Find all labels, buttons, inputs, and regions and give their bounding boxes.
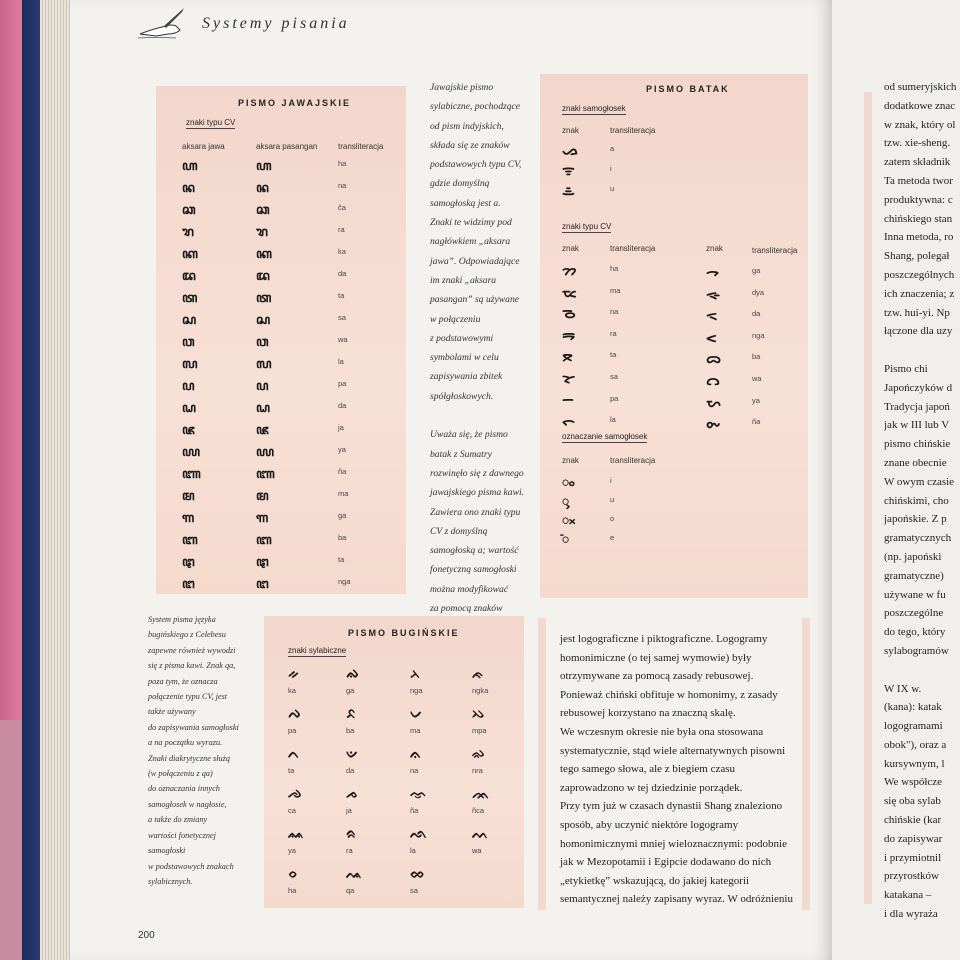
batak-panel [540,74,808,598]
batak-cv-translit: pa [610,393,619,403]
bugis-translit: ta [288,766,295,775]
batak-cv-glyph: ᯐ [706,286,721,303]
caption-line: składa się ze znaków [430,139,510,151]
javanese-glyph: ꦝ [182,401,196,416]
bugis-translit: la [410,846,416,855]
right-page-line: poszczególnych [884,268,955,281]
transliteration-cell: ña [338,467,347,476]
right-page-line: Pismo chi [884,362,928,375]
right-page-line: W owym czasie [884,475,955,488]
transliteration-cell: ta [338,555,345,564]
bugis-glyph: ᨒ [410,826,428,842]
caption-line: fonetyczną samogłoski [430,564,517,576]
caption-line: poza tym, że oznacza [148,676,218,686]
batak-cv-glyph: ᯡ [706,416,721,433]
caption-line: Uważa się, że pismo [430,429,508,441]
bugis-translit: ga [346,686,355,695]
caption-line: połączenie typu CV, jest [148,692,228,702]
javanese-glyph: ꦪ [182,445,200,460]
quill-hand-icon [136,4,188,42]
batak-cv-translit: ra [610,328,617,338]
bugis-glyph: ᨂ [410,666,421,682]
javanese-glyph: ꦛ [182,555,195,570]
right-page-line [884,341,960,360]
bugis-translit: da [346,766,355,775]
right-page-line: gramatyczne) [884,569,944,582]
batak-cv-header-sign-right: znak [706,244,723,253]
transliteration-cell: pa [338,379,347,388]
transliteration-cell: ta [338,291,345,300]
bugis-translit: ja [346,806,352,815]
bugis-glyph: ᨀ [288,666,300,682]
javanese-glyph: ꦔ [182,577,195,592]
pasangan-glyph: ꦤ [256,181,269,196]
caption-line: spółgłoskowych. [430,390,494,402]
right-page-line: chińskiego stan [884,212,953,225]
right-page-line: (kana): katak [884,701,942,714]
bugis-translit: qa [346,886,355,895]
pasangan-glyph: ꦠ [256,291,272,306]
bugis-glyph: ᨊ [410,746,422,762]
right-page-line: obok"), oraz a [884,738,947,751]
javanese-glyph: ꦕ [182,203,196,218]
caption-line: także używany [148,707,196,717]
javanese-glyph: ꦥ [182,379,195,394]
batak-cv-header-translit-right: transliteracja [752,246,798,255]
javanese-glyph: ꦤ [182,181,195,196]
right-page-line: kursywnym, l [884,757,945,770]
right-page-margin-bar [864,92,872,904]
batak-title: PISMO BATAK [646,84,730,94]
col-header-aksara-jawa: aksara jawa [182,142,225,151]
bugis-glyph: ᨎ [410,786,427,802]
batak-diac-translit: o [610,514,615,523]
transliteration-cell: ča [338,203,346,212]
caption-line: symbolami w celu [430,352,499,364]
javanese-glyph: ꦲ [182,159,198,174]
pasangan-glyph: ꦏ [256,247,272,262]
bugis-translit: ra [346,846,353,855]
batak-vowel-translit: a [610,144,615,153]
bugis-translit: ngka [472,686,489,695]
pasangan-glyph: ꦥ [256,379,269,394]
body-line: jak w Mezopotamii i Egipcie dodawano do nich [560,856,772,869]
batak-cv-glyph: ᯇ [562,392,574,409]
right-page-line: i przymiotnil [884,851,942,864]
batak-cv-translit: ma [610,285,621,295]
batak-cv-subtitle: znaki typu CV [562,222,612,231]
bugis-glyph: ᨑ [346,826,357,842]
right-page-line: pismo chińskie [884,438,951,451]
right-page-line: We współcze [884,776,943,789]
batak-cv-glyph: ᯔ [562,284,577,301]
caption-line: a także do zmiany [148,815,208,825]
caption-line: sylabiczne, pochodzące [430,101,521,113]
batak-vowel-translit: i [610,164,612,173]
batak-cv-glyph: ᯛ [706,394,721,411]
batak-cv-glyph: ᯎ [706,265,720,281]
bugis-title: PISMO BUGIŃSKIE [348,628,460,638]
right-page-line: Tradycja japoń [884,400,950,413]
javanese-glyph: ꦏ [182,247,198,262]
body-line: systematycznie, stąd wiele alternatywnych pisowni [560,744,786,757]
bugis-translit: wa [472,846,482,855]
bugis-glyph: ᨉ [346,746,359,762]
transliteration-cell: ra [338,225,345,234]
pasangan-glyph: ꦭ [256,357,272,372]
caption-line: pasangan” są używane [430,294,520,306]
javanese-glyph: ꦒ [182,511,195,526]
right-page-line: przyrostków [884,870,939,883]
margin-bar-left [538,618,546,910]
transliteration-cell: ma [338,489,349,498]
javanese-glyph: ꦱ [182,313,197,328]
javanese-title: PISMO JAWAJSKIE [238,98,352,108]
caption-line: samogłoski [148,846,186,856]
transliteration-cell: da [338,269,347,278]
right-page-line: znane obecnie [884,456,947,469]
batak-diac-glyph: ᯮ [562,494,570,508]
right-page-line: łączone dla uzy [884,325,953,338]
bugis-glyph: ᨄ [288,706,302,722]
body-line: semantycznej należy zapisany wyraz. W odróżnieniu [560,893,793,906]
transliteration-cell: da [338,401,347,410]
caption-line: samogłoską a; wartość [430,545,519,557]
bugis-translit: nra [472,766,483,775]
batak-cv-translit: sa [610,372,618,381]
transliteration-cell: na [338,181,347,190]
page-edges [40,0,72,960]
batak-vowels-header-translit: transliteracja [610,126,656,135]
batak-cv-translit: wa [752,374,762,383]
caption-line: od pism indyjskich, [430,120,504,132]
javanese-glyph: ꦗ [182,423,195,438]
right-page-line: ich znaczenia; z [884,287,955,300]
batak-cv-translit: da [752,309,761,319]
pasangan-glyph: ꦪ [256,445,274,460]
bugis-translit: nga [410,686,423,695]
right-page-line: zatem składnik [884,156,951,169]
col-header-transliteracja: transliteracja [338,142,384,151]
right-page-line: Inna metoda, ro [884,231,954,244]
right-page-line: chińskimi, cho [884,494,949,507]
caption-line: się z pisma kawi. Znak qa, [148,661,236,671]
caption-line: do zapisywania samogłoski [148,722,239,732]
batak-cv-translit: ta [610,350,617,360]
body-line: zaprowadzono w tej dziedzinie porządek. [560,781,743,794]
right-page-line: od sumeryjskich [884,81,957,93]
caption-line: Jawajskie pismo [430,82,494,93]
pasangan-glyph: ꦒ [256,511,269,526]
bugis-glyph: ᨅ [346,706,357,722]
bugis-subtitle: znaki sylabiczne [288,646,347,655]
right-page-line: chińskie (kar [884,814,942,827]
bugis-glyph: ᨖ [410,866,426,882]
bugis-translit: ñca [472,806,485,815]
bugis-translit: ca [288,806,296,815]
right-page-line: katakana – [884,889,932,902]
right-page-line: poszczególne [884,607,944,620]
bugis-translit: mpa [472,726,487,735]
batak-cv-translit: ga [752,266,761,275]
bugis-glyph: ᨁ [346,666,360,682]
caption-line: Znaki diakrytyczne służą [148,753,231,763]
body-line: sposób, aby uczynić niektóre logogramy [560,818,739,831]
javanese-glyph: ꦢ [182,269,196,284]
right-page-line: W IX w. [884,682,922,695]
bugis-translit: ña [410,806,419,815]
caption-line: wartości fonetycznej [148,830,216,840]
transliteration-cell: wa [338,335,348,344]
batak-cv-glyph: ᯞ [562,414,576,431]
javanese-glyph: ꦧ [182,533,198,548]
pasangan-glyph: ꦚ [256,467,275,482]
transliteration-cell: sa [338,313,346,322]
caption-line: (w połączeniu z qa) [148,769,213,779]
caption-line: w podstawowych znakach [148,861,234,871]
pasangan-glyph: ꦧ [256,533,272,548]
javanese-subtitle: znaki typu CV [186,118,236,127]
pasangan-glyph: ꦢ [256,269,270,284]
pasangan-glyph: ꦱ [256,313,271,328]
caption-line: nagłówkiem „aksara [430,236,511,248]
transliteration-cell: nga [338,577,351,586]
batak-cv-header-translit-left: transliteracja [610,244,656,253]
caption-line: bugińskiego z Celebesu [148,630,226,640]
right-page-line [884,661,960,680]
caption-line: samogłosek w nagłosie, [148,799,227,809]
bugis-glyph: ᨋ [472,746,486,762]
caption-line: rozwinęło się z dawnego [430,467,524,479]
batak-diac-glyph: ᯪ [562,475,575,489]
body-text [560,630,810,909]
right-page-line: gramatycznych [884,532,952,545]
right-page-line: używane w fu [884,588,946,601]
caption-line: samogłoską jest a. [430,197,501,209]
bugis-glyph: ᨔ [288,866,298,882]
batak-cv-glyph: ᯅ [706,351,722,368]
caption-line: zapewne również wywodzi [148,645,236,655]
batak-cv-glyph: ᯖ [562,349,574,366]
bugis-glyph: ᨏ [472,786,490,802]
batak-diacritics-subtitle: oznaczanie samogłosek [562,432,648,441]
batak-cv-glyph: ᯋ [706,373,720,389]
javanese-glyph: ꦮ [182,335,195,350]
batak-cv-glyph: ᯒ [562,327,576,344]
pasangan-glyph: ꦔ [256,577,269,592]
batak-cv-translit: la [610,415,616,425]
batak-diac-translit: e [610,533,615,542]
caption-line: jawa”. Odpowiadające [430,255,520,267]
javanese-caption [430,78,540,638]
batak-cv-translit: ba [752,352,761,362]
batak-cv-translit: ya [752,395,760,405]
bugis-glyph: ᨐ [288,826,305,842]
bugis-translit: ka [288,686,296,695]
batak-cv-glyph: ᯉ [562,306,576,323]
transliteration-cell: ja [338,423,344,432]
bugis-translit: ma [410,726,421,735]
right-page-line: dodatkowe znac [884,99,956,112]
batak-cv-translit: ña [752,417,761,427]
right-page-line: Japończyków d [884,381,953,394]
pasangan-glyph: ꦗ [256,423,269,438]
javanese-panel [156,86,406,594]
right-page-line: produktywna: c [884,193,953,206]
batak-cv-glyph: ᯂ [562,263,577,279]
transliteration-cell: ya [338,445,346,454]
batak-cv-glyph: ᯑ [706,308,718,325]
bugis-translit: ya [288,846,296,855]
caption-line: można modyfikować [430,583,509,595]
transliteration-cell: ha [338,159,347,168]
bugis-translit: ba [346,726,355,735]
running-header: Systemy pisania [202,15,350,32]
body-line: „etykietkę” wskazującą, do jakiej kategorii [560,874,750,887]
batak-diac-glyph: ᯬ [562,513,576,527]
batak-diac-header-sign: znak [562,456,579,465]
batak-cv-translit: ha [610,264,619,273]
pasangan-glyph: ꦮ [256,335,269,350]
bugis-translit: pa [288,726,297,735]
body-line: homonimiczne (o tej samej wymowie) były [560,651,752,664]
right-page-text [884,78,960,924]
right-page-line: Shang, polegał [884,250,950,263]
page-number: 200 [138,930,155,941]
javanese-glyph: ꦭ [182,357,198,372]
batak-vowel-glyph: ᯤ [562,163,575,179]
caption-line: CV z domyślną [430,525,488,537]
batak-vowel-glyph: ᯥ [562,183,575,199]
caption-line: zapisywania zbitek [430,371,503,383]
bugis-translit: na [410,766,419,775]
batak-cv-glyph: ᯝ [706,329,717,346]
right-page-line: sylabogramów [884,644,949,657]
batak-cv-translit: na [610,307,619,317]
right-page-line: (np. japoński [884,550,942,563]
body-line: tego samego słowa, ale z biegiem czasu [560,763,736,776]
pasangan-glyph: ꦕ [256,203,270,218]
batak-vowel-glyph: ᯀ [562,143,578,159]
bugis-panel [264,616,524,908]
transliteration-cell: ka [338,247,346,256]
batak-diac-translit: i [610,476,612,485]
right-page-line: logogramami [884,720,943,733]
bugis-glyph: ᨇ [472,706,486,722]
right-page-line: Ta metoda twor [884,174,953,187]
body-line: Ponieważ chiński obfituje w homonimy, z zasady [560,688,778,701]
col-header-aksara-pasangan: aksara pasangan [256,142,318,151]
body-line: rebusowej korzystano na znaczną skalę. [560,707,736,720]
bugis-caption [148,612,266,889]
batak-diac-translit: u [610,495,615,504]
batak-vowels-header-sign: znak [562,126,579,135]
transliteration-cell: la [338,357,344,366]
batak-vowel-translit: u [610,184,615,193]
right-page-line: jak w III lub V [884,419,950,432]
caption-line: jawajskiego pisma kawi. [430,487,525,499]
body-line: We wczesnym okresie nie była ona stosowana [560,725,764,738]
bugis-translit: ha [288,886,297,895]
right-page-line: w znak, który ol [884,118,956,131]
right-page-line: do tego, który [884,626,946,639]
transliteration-cell: ba [338,533,347,542]
bugis-glyph: ᨆ [410,706,423,722]
javanese-glyph: ꦫ [182,225,194,240]
caption-line: gdzie domyślną [430,178,490,190]
caption-line: batak z Sumatry [430,448,492,460]
caption-line: za pomocą znaków [430,603,503,615]
right-page-line: się oba sylab [884,795,941,808]
caption-line: do oznaczania innych [148,784,220,794]
right-page-line: japońskie. Z p [884,513,947,526]
pasangan-glyph: ꦲ [256,159,272,174]
right-page-line: do zapisywar [884,832,943,845]
caption-line: im znaki „aksara [430,274,497,286]
batak-cv-translit: dya [752,287,765,297]
batak-cv-header-sign-left: znak [562,244,579,253]
caption-line: Znaki te widzimy pod [430,217,512,229]
caption-line [430,406,540,425]
caption-line: Zawiera ono znaki typu [430,506,521,518]
body-line: Przy tym już w czasach dynastii Shang znaleziono [560,800,783,813]
caption-line: z podstawowymi [430,332,494,344]
batak-cv-translit: nga [752,330,765,340]
body-line: homonimicznymi mniej wieloznacznymi: podobnie [560,837,787,850]
caption-line: a na początku wyrazu. [148,738,223,748]
bugis-glyph: ᨈ [288,746,300,762]
caption-line: podstawowych typu CV, [430,159,522,171]
caption-line: System pisma języka [148,615,216,624]
bugis-glyph: ᨃ [472,666,485,682]
javanese-glyph: ꦚ [182,467,201,482]
bugis-translit: sa [410,886,418,895]
javanese-glyph: ꦩ [182,489,195,504]
caption-line: w połączeniu [430,313,481,325]
pasangan-glyph: ꦛ [256,555,269,570]
right-page-line: tzw. hui-yi. Np [884,306,950,319]
batak-diac-header-translit: transliteracja [610,456,656,465]
bugis-glyph: ᨕ [346,866,363,882]
bugis-glyph: ᨓ [472,826,489,842]
batak-vowels-subtitle: znaki samogłosek [562,104,626,113]
batak-cv-glyph: ᯘ [562,371,576,387]
pasangan-glyph: ꦝ [256,401,270,416]
pasangan-glyph: ꦫ [256,225,268,240]
body-line: otrzymywane za pomocą zasady rebusowej. [560,670,754,683]
right-page-line: tzw. xie-sheng. [884,137,951,150]
bugis-glyph: ᨍ [346,786,359,802]
javanese-glyph: ꦠ [182,291,198,306]
right-page-line: i dla wyraża [884,908,938,921]
body-line: jest logograficzne i piktograficzne. Logogramy [560,633,768,645]
batak-diac-glyph: ᯩ [562,532,570,546]
caption-line: sylabicznych. [148,876,193,886]
transliteration-cell: ga [338,511,347,520]
bugis-glyph: ᨌ [288,786,302,802]
pasangan-glyph: ꦩ [256,489,269,504]
